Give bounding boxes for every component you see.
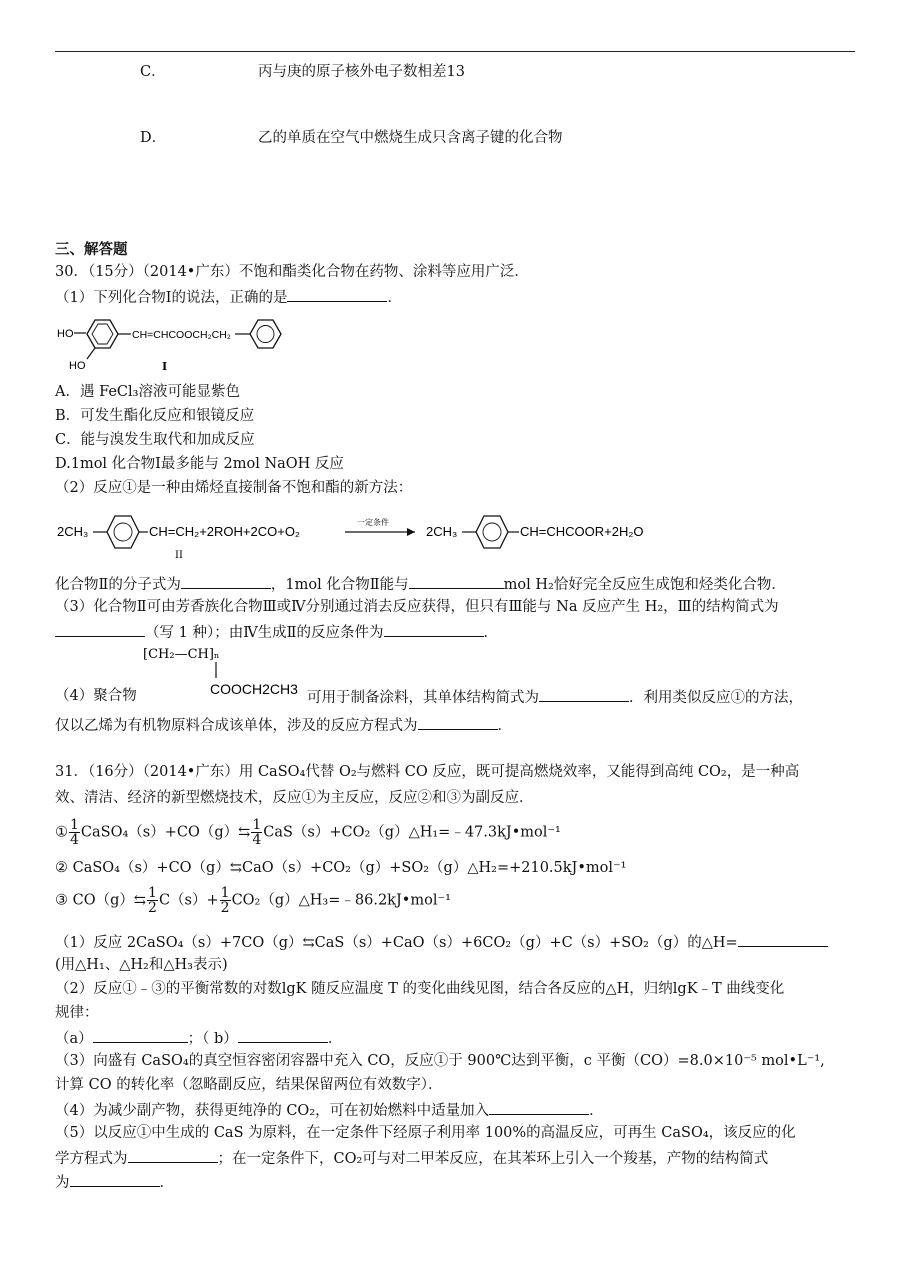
q31-stem: 31．（16分）（2014•广东）用 CaSO₄代替 O₂与燃料 CO 反应，既可提高燃烧效率，又能得到高纯 CO₂，是一种高 <box>55 764 800 780</box>
q30-part1 <box>55 288 402 307</box>
rxn-right: CH=CHCOOR+2H₂O <box>520 524 644 539</box>
fraction-num: 1 <box>70 817 79 833</box>
p4-text-c: ．利用类似反应①的方法， <box>629 690 803 706</box>
answer-blank[interactable] <box>409 575 504 589</box>
section-heading: 三、解答题 <box>55 241 128 258</box>
answer-blank[interactable] <box>93 1029 188 1043</box>
eq1-a: CaSO₄（s）+CO（g）⇆ <box>80 824 251 841</box>
q31-part5-line3 <box>55 1173 174 1192</box>
q30-option-d: D.1mol 化合物Ⅰ最多能与 2mol NaOH 反应 <box>55 456 344 472</box>
q31-part2-line2: 规律： <box>55 1005 99 1021</box>
rxn-mid: CH=CH₂+2ROH+2CO+O₂ <box>149 524 300 539</box>
eq1-b: CaS（s）+CO₂（g）△H₁=﹣47.3kJ•mol⁻¹ <box>263 824 561 841</box>
answer-blank[interactable] <box>55 623 145 637</box>
q31-part2-line3 <box>55 1029 342 1048</box>
answer-blank[interactable] <box>70 1173 160 1187</box>
q31-part1 <box>55 933 828 952</box>
answer-blank[interactable] <box>539 688 629 702</box>
p4-text: 可用于制备涂料，其单体结构简式为 <box>307 690 539 706</box>
q30-option-b: B．可发生酯化反应和银镜反应 <box>55 408 255 424</box>
q30-option-c: C．能与溴发生取代和加成反应 <box>55 432 255 448</box>
p2-line-c: mol H₂恰好完全反应生成饱和烃类化合物． <box>503 577 786 593</box>
mol-label: Ⅰ <box>162 360 168 373</box>
rxn-right-pre: 2CH₃ <box>426 524 458 539</box>
fraction-den: 4 <box>252 832 262 848</box>
q30-part1-end: ． <box>387 290 402 306</box>
q30-part3-line2 <box>55 623 498 642</box>
p4-end: ． <box>497 718 512 734</box>
p3b-text: （写 1 种）；由Ⅳ生成Ⅱ的反应条件为 <box>145 625 384 641</box>
q30-part2: （2）反应①是一种由烯烃直接制备不饱和酯的新方法： <box>55 480 413 496</box>
answer-blank[interactable] <box>489 1101 589 1115</box>
fraction-num: 1 <box>220 885 230 901</box>
s5c-text: 为 <box>55 1175 70 1191</box>
s2c-end: ． <box>327 1031 343 1047</box>
fraction-num: 1 <box>252 817 262 833</box>
fraction-den: 2 <box>148 900 157 916</box>
eq3-a: ③ CO（g）⇆ <box>55 892 147 909</box>
answer-blank[interactable] <box>128 1149 218 1163</box>
mol-ho-top: HO <box>57 328 74 340</box>
fraction-den: 4 <box>70 832 79 848</box>
rxn-left: 2CH₃ <box>57 524 89 539</box>
fraction <box>69 818 80 847</box>
q30-option-a: A．遇 FeCl₃溶液可能显紫色 <box>55 384 240 400</box>
rxn-label: II <box>175 550 183 561</box>
answer-blank[interactable] <box>287 288 387 302</box>
option-d-label: D． <box>140 130 167 146</box>
option-c-text: 丙与庚的原子核外电子数相差13 <box>258 64 465 80</box>
eq1-num: ① <box>55 824 68 841</box>
answer-blank[interactable] <box>238 1029 328 1043</box>
q30-part2-question <box>55 575 786 594</box>
q31-stem-line2: 效、清洁、经济的新型燃烧技术，反应①为主反应，反应②和③为副反应． <box>55 790 534 806</box>
answer-blank[interactable] <box>418 716 498 730</box>
option-d-text: 乙的单质在空气中燃烧生成只含离子键的化合物 <box>258 130 563 146</box>
s5b-b: ；在一定条件下，CO₂可与对二甲苯反应，在其苯环上引入一个羧基，产物的结构简式 <box>217 1151 769 1167</box>
q30-part4-label: （4）聚合物 <box>55 688 137 704</box>
q31-part5: （5）以反应①中生成的 CaS 为原料，在一定条件下经原子利用率 100%的高温反应，可再生 CaSO₄，该反应的化 <box>55 1125 796 1141</box>
q30-part3: （3）化合物Ⅱ可由芳香族化合物Ⅲ或Ⅳ分别通过消去反应获得，但只有Ⅲ能与 Na 反应产生 H₂，Ⅲ的结构简式为 <box>55 599 779 615</box>
fraction <box>220 886 231 915</box>
q31-part3: （3）向盛有 CaSO₄的真空恒容密闭容器中充入 CO，反应①于 900℃达到平衡，c 平衡（CO）=8.0×10⁻⁵ mol•L⁻¹, <box>55 1053 825 1069</box>
mol-chain: CH=CHCOOCH₂CH₂ <box>132 329 231 341</box>
q31-equation-2: ② CaSO₄（s）+CO（g）⇆CaO（s）+CO₂（g）+SO₂（g）△H₂=+210.5kJ•mol⁻¹ <box>55 860 627 876</box>
fraction <box>147 886 158 915</box>
eq3-c: CO₂（g）△H₃=﹣86.2kJ•mol⁻¹ <box>231 892 451 909</box>
q31-equation-1 <box>55 818 561 847</box>
fraction-den: 2 <box>220 900 230 916</box>
p3b-end: ． <box>483 625 499 641</box>
s5c-end: ． <box>159 1175 174 1191</box>
compound-i-structure <box>55 313 295 375</box>
q31-part2: （2）反应①﹣③的平衡常数的对数lgK 随反应温度 T 的变化曲线见图，结合各反应的△H，归纳lgK﹣T 曲线变化 <box>55 981 785 997</box>
q30-part4 <box>307 688 803 707</box>
q30-stem: 30．（15分）（2014•广东）不饱和酯类化合物在药物、涂料等应用广泛． <box>55 264 529 280</box>
q31-part4 <box>55 1101 604 1120</box>
polymer-structure <box>140 642 310 698</box>
q31-part3-line2: 计算 CO 的转化率（忽略副反应，结果保留两位有效数字）． <box>55 1077 443 1093</box>
s4-end: ． <box>589 1103 604 1119</box>
eq3-b: C（s）+ <box>158 892 219 909</box>
s1-text: （1）反应 2CaSO₄（s）+7CO（g）⇆CaS（s）+CaO（s）+6CO₂（g）+C（s）+SO₂（g）的△H= <box>55 935 738 951</box>
reaction-scheme <box>55 508 695 564</box>
s2c-a: （a） <box>55 1031 93 1047</box>
s4-text: （4）为减少副产物，获得更纯净的 CO₂，可在初始燃料中适量加入 <box>55 1103 490 1119</box>
q30-part4-line2 <box>55 716 512 735</box>
polymer-bottom: COOCH2CH3 <box>210 681 298 697</box>
s2c-b: ；（ b） <box>187 1031 238 1047</box>
q31-part5-line2 <box>55 1149 768 1168</box>
fraction <box>251 818 262 847</box>
top-rule <box>55 51 855 52</box>
answer-blank[interactable] <box>384 623 484 637</box>
answer-blank[interactable] <box>181 575 271 589</box>
q31-part1-line2: (用△H₁、△H₂和△H₃表示) <box>55 957 228 973</box>
p4-line2: 仅以乙烯为有机物原料合成该单体，涉及的反应方程式为 <box>55 718 418 734</box>
p2-line-a: 化合物Ⅱ的分子式为 <box>55 577 181 593</box>
q30-part1-text: （1）下列化合物Ⅰ的说法，正确的是 <box>55 290 288 306</box>
option-c-label: C． <box>140 64 166 80</box>
answer-blank[interactable] <box>738 933 828 947</box>
s5b-a: 学方程式为 <box>55 1151 128 1167</box>
p2-line-b: ，1mol 化合物Ⅱ能与 <box>270 577 409 593</box>
mol-ho-bottom: HO <box>69 360 86 372</box>
polymer-top: [CH₂—CH]ₙ <box>143 647 220 662</box>
q31-equation-3 <box>55 886 451 915</box>
fraction-num: 1 <box>148 885 157 901</box>
rxn-condition: 一定条件 <box>357 518 389 527</box>
